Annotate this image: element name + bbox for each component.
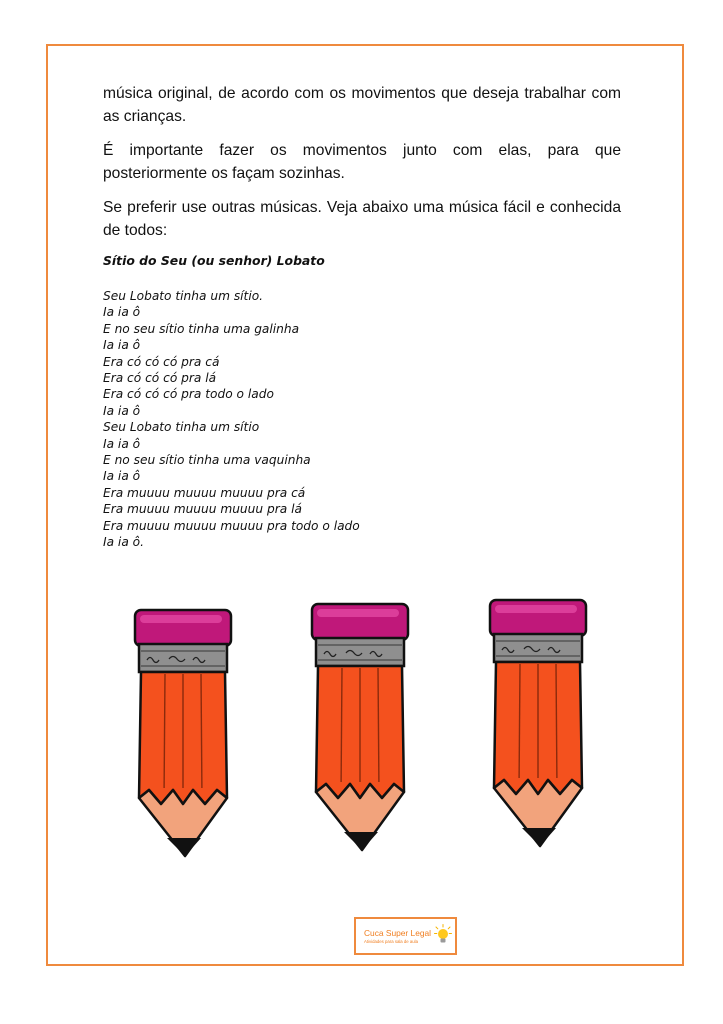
lyric-line: Seu Lobato tinha um sítio bbox=[103, 420, 260, 435]
lyric-line: Ia ia ô bbox=[103, 338, 141, 353]
lyric-line: Era muuuu muuuu muuuu pra lá bbox=[103, 502, 302, 517]
logo-name: Cuca Super Legal bbox=[364, 928, 432, 938]
lyric-line: Era có có có pra todo o lado bbox=[103, 387, 274, 402]
song-title: Sítio do Seu (ou senhor) Lobato bbox=[103, 253, 325, 268]
lyric-line: Era muuuu muuuu muuuu pra cá bbox=[103, 485, 306, 500]
lyric-line: Ia ia ô bbox=[103, 403, 141, 418]
logo-tagline: Atividades para sala de aula bbox=[364, 939, 418, 944]
page-content bbox=[103, 82, 621, 551]
lyric-line: Seu Lobato tinha um sítio. bbox=[103, 289, 264, 303]
lyric-line: Era có có có pra cá bbox=[103, 354, 220, 369]
paragraph-3: Se preferir use outras músicas. Veja abaixo uma música fácil e conhecida de todos: bbox=[103, 199, 621, 239]
lyric-line: Ia ia ô bbox=[103, 305, 141, 320]
lyric-line: Ia ia ô bbox=[103, 469, 141, 484]
lightbulb-icon bbox=[434, 924, 452, 948]
lyric-line: Ia ia ô. bbox=[103, 535, 144, 550]
song-lyrics bbox=[103, 288, 621, 551]
lyric-line: E no seu sítio tinha uma vaquinha bbox=[103, 453, 311, 468]
paragraph-2: É importante fazer os movimentos junto com elas, para que posteriormente os façam sozinhas. bbox=[103, 142, 621, 182]
brand-logo bbox=[354, 917, 457, 955]
lyric-line: Era có có có pra lá bbox=[103, 371, 217, 386]
paragraph-1: música original, de acordo com os movimentos que deseja trabalhar com as crianças. bbox=[103, 85, 621, 125]
lyric-line: E no seu sítio tinha uma galinha bbox=[103, 321, 300, 336]
lyric-line: Era muuuu muuuu muuuu pra todo o lado bbox=[103, 518, 360, 533]
lyric-line: Ia ia ô bbox=[103, 436, 141, 451]
